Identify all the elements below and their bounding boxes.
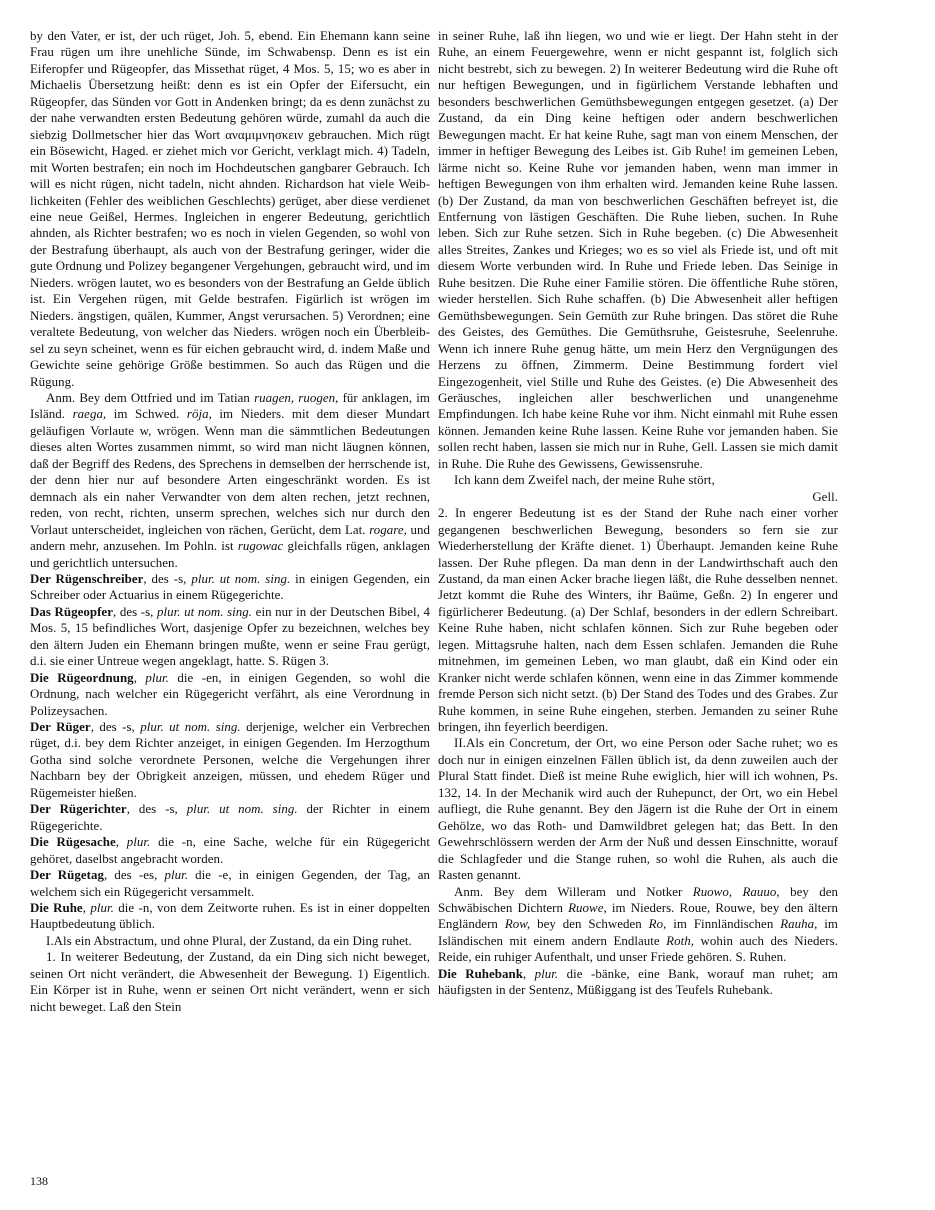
text: im Nieders. Roue, Rouwe, bey den ältern Engländern (438, 901, 838, 932)
left-column (30, 28, 430, 1015)
text: , des -s, (143, 571, 192, 586)
text: gleichfalls rügen, anklagen und gerichtlich untersuchen. (30, 539, 431, 570)
text: bey den Schwäbischen Dichtern (438, 884, 838, 916)
entry-ruegeopfer (30, 604, 430, 670)
text: und andern mehr, anzusehen. Im Pohln. ist (30, 522, 430, 554)
text: die -e, in einigen Gegenden, der Tag, an welchem sich ein Rügegericht versammelt. (30, 868, 430, 899)
entry-ruegeordnung (30, 670, 430, 719)
italic-term: Row, (504, 917, 531, 932)
headword: Die Rügesache (30, 835, 116, 850)
text: der Richter in einem Rügegerichte. (30, 802, 430, 833)
italic-term: plur. (126, 835, 151, 850)
italic-term: plur. ut nom. sing. (191, 571, 291, 586)
text: , (133, 670, 146, 685)
text: , (522, 966, 535, 981)
headword: Der Rügerichter (30, 802, 127, 817)
headword: Die Ruhe (30, 901, 83, 916)
entry-ruegen-continuation: by den Vater, er ist, der uch rüget, Joh. 5, ebend. Ein Ehemann kann seine Frau rügen um ihre unehliche Sünde, im Schwabensp. Denn es ist ein Eiferopfer und Rügeopfer, das Missethat rüget, 4 Mos. 5, 15; wo es aber in Michaelis Übersetzung heißt: denn es ist ein Opfer der Eifersucht, ein Rügeopfer, das Sünden vor Gott in Andenken bringt; da es denn zunächst zu der nahe verwandten ersten Bedeutung gehören würde, zumahl da auch die siebzig Dollmetscher hier das Wort αναμιμνησκειν gebrauchen. Mich rügt ein Bösewicht, Haged. er ziehet mich vor Gericht, verklagt mich. 4) Tadeln, mit Worten bestrafen; ein noch im Hochdeutschen gangbarer Gebrauch. Ich will es nicht rügen, nicht tadeln, nicht ahnden. Richardson hat viele Weiblichkeiten (Fehler des weiblichen Geschlechts) gerüget, aber diese verdienet eine neue Geißel, Hermes. Ingleichen in engerer Bedeutung, gerichtlich ahnden, als Richter bestrafen; wo es noch in vielen Gegenden, so wohl von der Bestrafung überhaupt, als auch von der Bestrafung geringer, wider die gute Ordnung und Polizey begangener Vergehungen, gebraucht wird, und im Nieders. wrögen lautet, wo es besonders von der Bestrafung an Gelde üblich ist. Ein Vergehen rügen, mit Gelde bestrafen. Figürlich ist wrögen im Nieders. ängstigen, quälen, Kummer, Angst verursachen. 5) Verordnen; eine veraltete Bedeutung, von welcher das Nieders. wrögen noch ein Überbleibsel zu seyn scheinet, wenn es für eichen gebraucht wird, d. indem Maße und Gewichte seine gehörige Größe bestimmen. So auch das Rügen und die Rügung. (30, 29, 430, 389)
ruhe-sense-II: II.Als ein Concretum, der Ort, wo eine Person oder Sache ruhet; wo es doch nur in einigen einzelnen Fällen üblich ist, da denn zuweilen auch der Plural Statt findet. Dieß ist meine Ruhe ewiglich, hier will ich wohnen, Ps. 132, 14. In der Mechanik wird auch der Ruhepunct, der Ort, wo ein Hebel aufliegt, die Ruhe genannt. Bey den Jägern ist die Ruhe der Ort in einem Gehölze, wo das Roth- und Damwildbret gelegen hat; das Bett. In den Gewehrschlössern werden der Arm der Nuß und dessen Einschnitte, worauf die Schlagfeder und die Stange ruhen, so wohl die Ruhen, als auch die Rasten genannt. (438, 736, 838, 883)
italic-term: Roth, (666, 933, 694, 948)
italic-term: Ro, (648, 917, 667, 932)
quote-source: Gell. (812, 489, 838, 504)
ruhe-sense-1: I.Als ein Abstractum, und ohne Plural, der Zustand, da ein Ding ruhet. (46, 933, 412, 948)
entry-ruegerichter (30, 801, 430, 834)
italic-term: plur. ut nom. sing. (157, 604, 253, 619)
headword: Der Rügenschreiber (30, 571, 144, 586)
entry-ruhe (30, 900, 430, 933)
italic-term: rugowac (237, 539, 284, 554)
text: für anklagen, im Isländ. (30, 390, 430, 422)
quote-line: Ich kann dem Zweifel nach, der meine Ruhe stört, (454, 473, 715, 488)
text: die -bänke, eine Bank, worauf man ruhet; am häufigsten in der Sentenz, Müßiggang ist des Teufels Ruhebank. (438, 966, 838, 998)
text: im Finnländischen (666, 917, 781, 932)
entry-ruhebank (438, 966, 838, 999)
text: im Nieders. mit dem dieser Mundart geläufigen Vorlaute w, wrögen. Wenn man die sämmtlichen Bedeutungen dieses alten Wortes zusammen nimmt, so wird man nicht läugnen können, daß der Begriff des Redens, des Sprechens in demselben der herrschende ist, der denn hier nur auf besondere Arten eingeschränkt worden. Es ist demnach als ein naher Verwandter von dem alten rechen, jetzt rechnen, reden, von recht, richten, unserm sprechen, welches sich nur durch den Vorlaut unterscheidet, ingleichen von rächen, Gerücht, dem Lat. (30, 407, 430, 537)
italic-term: plur. (534, 966, 559, 981)
entry-rueger (30, 719, 430, 801)
text: , (115, 835, 127, 850)
text: , des -s, (112, 604, 158, 619)
italic-term: plur. ut nom. sing. (140, 720, 241, 735)
text: , (82, 901, 91, 916)
italic-term: plur. ut nom. sing. (186, 802, 298, 817)
annotation-ruegen (30, 390, 430, 571)
italic-term: rogare, (369, 522, 407, 537)
text: Anm. Bey dem Ottfried und im Tatian (46, 390, 255, 405)
text: Anm. Bey dem Willeram und Notker (454, 884, 693, 899)
text: im Isländischen mit einem andern Endlaute (438, 917, 838, 948)
ruhe-sense-2: 2. In engerer Bedeutung ist es der Stand der Ruhe nach einer vorher gegangenen beschwerlichen Bewegung, besonders so fern sie zur Wiederherstellung der Kräfte dienet. 1) Überhaupt. Jemanden keine Ruhe lassen. Der Ruhe pflegen. Da man denn in der Landwirthschaft auch den Zustand, da man einen Acker brache liegen läßt, die Ruhe desselben nennet. Jetzt kommt die Ruhe des Winters, ihr Baüme, Geßn. 2) In engerer und figürlicherer Bedeutung. (a) Der Schlaf, besonders in der edlern Schreibart. Keine Ruhe haben, nicht schlafen können. Sich zur Ruhe begeben oder legen. Mittagsruhe halten, nach dem Essen schlafen. Jemanden die Ruhe mitnehmen, im gemeinen Leben, wo man glaubt, daß ein Kind oder ein Kranker nicht werde schlafen können, wenn eine in das Zimmer kommende fremde Person sich nicht setzt. (b) Der Stand des Todes und des Grabes. Zur Ruhe kommen, in seine Ruhe eingehen, sterben. Jemanden zu seiner Ruhe bringen, ihn feyerlich beerdigen. (438, 506, 838, 735)
text: die -n, von dem Zeitworte ruhen. Es ist in einer doppelten Hauptbedeutung üblich. (30, 901, 431, 932)
right-column (438, 28, 838, 999)
italic-term: raega, (72, 407, 107, 422)
headword: Das Rügeopfer (30, 604, 113, 619)
text: die -n, eine Sache, welche für ein Rügegericht gehöret, daselbst angebracht worden. (30, 835, 430, 866)
italic-term: ruagen, ruogen, (254, 390, 339, 405)
text: , des -es, (104, 868, 165, 883)
italic-term: plur. (90, 901, 114, 916)
headword: Die Rügeordnung (30, 670, 134, 685)
italic-term: Ruowo, Rauuo, (692, 884, 780, 899)
italic-term: röja, (186, 407, 212, 422)
text: derjenige, welcher ein Verbrechen rüget, d.i. bey dem Richter anzeiget, in einigen Gegenden. Im Herzogthum Gotha sind solche verordnete Personen, welche die Vergehungen ihrer Nachbarn bey der Obrigkeit anzeigen, müssen, und ehedem Rüger und Rügemeister hießen. (30, 720, 430, 800)
text: die -en, in einigen Gegenden, so wohl die Ordnung, nach welcher ein Rügegericht verfährt, als eine Verordnung in Polizeysachen. (30, 670, 431, 718)
italic-term: Ruowe, (568, 901, 607, 916)
text: bey den Schweden (530, 917, 649, 932)
text: ein nur in der Deutschen Bibel, 4 Mos. 5, 15 befindliches Wort, dasjenige Opfer zu bezeichnen, welches bey den ältern Juden ein Ehemann bringen mußte, wenn er seine Frau gerügt, d.i. sie einer Untreue wegen angeklagt, hatte. S. Rügen 3. (30, 604, 431, 669)
entry-ruegenschreiber (30, 571, 430, 604)
headword: Der Rüger (30, 720, 91, 735)
annotation-ruhe (438, 884, 838, 966)
text: in einigen Gegenden, ein Schreiber oder Actuarius in einem Rügegerichte. (30, 571, 430, 603)
ruhe-continuation: in seiner Ruhe, laß ihn liegen, wo und wie er liegt. Der Hahn steht in der Ruhe, an einem Feuergewehre, wenn er nicht gespannt ist, folglich sich nicht bestrebt, sich zu bewegen. 2) In weiterer Bedeutung wird die Ruhe oft nur heftigen Bewegungen, und in figürlichem Verstande lebhaften und besonders beschwerlichen Gemüthsbewegungen entgegen gesetzet. (a) Der Zustand, da ein Ding keine heftigen oder andern beschwerlichen Bewegungen macht. Er hat keine Ruhe, sagt man von einem Menschen, der immer in heftiger Bewegung des Leibes ist. Gib Ruhe! im gemeinen Leben, lärme nicht so. Keine Ruhe vor jemanden haben, wenn man immer in heftigen Bewegungen von ihm erhalten wird. Jemanden keine Ruhe lassen. (b) Der Zustand, da man von beschwerlichen Geschäften befreyet ist, die Entfernung von lästigen Geschäften. Die Ruhe lieben, suchen. In Ruhe leben. Sich zur Ruhe setzen. Sich in Ruhe begeben. (c) Die Abwesenheit alles Streites, Zankes und Krieges; wo es so viel als Friede ist, und oft mit diesem Worte verbunden wird. In Ruhe und Friede leben. Das Seinige in Ruhe besitzen. Die Ruhe einer Familie stören. Die öffentliche Ruhe stören, wieder herstellen. Sich Ruhe schaffen. (b) Die Abwesenheit aller heftigen Gemüthsbewegungen. Sein Gemüth zur Ruhe bringen. Das störet die Ruhe des Geistes, des Gemüthes. Die Gemüthsruhe, Geistesruhe, Seelenruhe. Wenn ich innere Ruhe genug hätte, um mein Herz den Vergnügungen des Herzens zu öffnen, Zimmerm. Deine Bestimmung fordert viel Eingezogenheit, viel Stille und Ruhe des Geistes. (e) Die Abwesenheit des Geräusches, ingleichen aller beschwerlichen und unangenehme Empfindungen. Ich habe keine Ruhe vor ihm. Nicht einmahl mit Ruhe essen können. Jemanden keine Ruhe lassen. Keine Ruhe vor jemanden haben. Sie sollen recht haben, lassen sie mich nur in Ruhe, Gell. Lassen sie mich damit in Ruhe. Die Ruhe des Gewissens, Gewissensruhe. (438, 29, 838, 471)
italic-term: plur. (164, 868, 189, 883)
entry-ruegetag (30, 867, 430, 900)
text: , des -s, (126, 802, 187, 817)
text: im Schwed. (106, 407, 187, 422)
text: , des -s, (90, 720, 141, 735)
italic-term: plur. (145, 670, 169, 685)
headword: Die Ruhebank (438, 966, 523, 981)
entry-ruegesache (30, 834, 430, 867)
italic-term: Rauha, (780, 917, 818, 932)
page-number: 138 (30, 1174, 48, 1188)
text: wohin auch des Nieders. Reide, ein ruhiger Aufenthalt, und unser Friede gehören. S. Ruhen. (438, 933, 838, 965)
headword: Der Rügetag (30, 868, 104, 883)
ruhe-sense-1-1: 1. In weiterer Bedeutung, der Zustand, da ein Ding sich nicht beweget, seinen Ort nicht verändert, die Abwesenheit der Bewegung. 1) Eigentlich. Ein Körper ist in Ruhe, wenn er seinen Ort nicht verändert, wenn er sich nicht beweget. Laß den Stein (30, 950, 430, 1014)
